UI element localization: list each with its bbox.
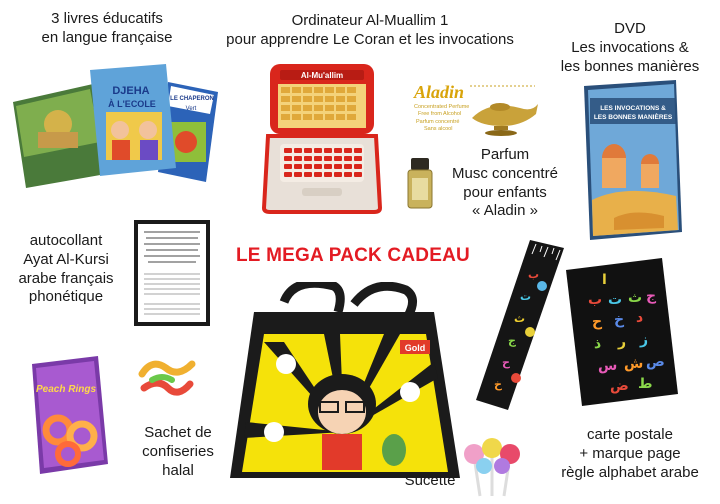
candy-caption (126, 424, 230, 480)
ruler-bookmark-image (472, 240, 572, 412)
dvd-caption-line2: Les invocations & (571, 38, 689, 56)
svg-text:ز: ز (640, 332, 649, 348)
perfume-desc-2: Free from Alcohol (418, 111, 462, 117)
svg-text:ذ: ذ (594, 336, 602, 352)
perfume-caption-line2: Musc concentré (452, 164, 558, 182)
book-2-title-1: DJEHA (112, 85, 150, 97)
sticker-image (134, 220, 210, 326)
dvd-caption-line3: les bonnes manières (560, 57, 700, 75)
postcard-caption-line2: + marque page (579, 444, 681, 462)
gummies-image (138, 354, 196, 400)
postcard-caption (540, 426, 720, 482)
computer-image (262, 62, 382, 214)
perfume-caption-line1: Parfum (480, 146, 530, 163)
postcard-image (562, 258, 680, 406)
svg-text:ش: ش (624, 356, 644, 372)
candy-caption-line2: confiseries (142, 442, 214, 460)
lollipops-image (456, 436, 526, 498)
dvd-caption-line1: DVD (614, 20, 646, 37)
books-caption-line2: en langue française (41, 28, 173, 46)
magic-lamp-icon (472, 103, 538, 136)
svg-text:ب: ب (528, 268, 540, 281)
perfume-logo (410, 78, 540, 140)
computer-caption-line2: pour apprendre Le Coran et les invocations (226, 30, 514, 48)
books-image (8, 62, 223, 190)
svg-text:ج: ج (646, 288, 657, 304)
svg-text:ط: ط (638, 376, 653, 392)
candy-caption-line1: Sachet de (144, 424, 212, 441)
svg-text:ا: ا (602, 272, 607, 288)
dvd-caption (540, 20, 720, 76)
candy-caption-line3: halal (162, 461, 194, 479)
svg-text:ص: ص (646, 354, 665, 370)
dvd-cover (584, 80, 682, 240)
sticker-caption (0, 232, 132, 307)
books-caption (2, 10, 212, 48)
svg-text:خ: خ (614, 312, 625, 328)
svg-text:ث: ث (628, 290, 643, 306)
computer-brand: Al-Mu'allim (300, 71, 344, 80)
svg-text:ب: ب (588, 292, 603, 308)
svg-text:د: د (636, 310, 644, 326)
perfume-desc-4: Sans alcool (424, 126, 453, 132)
perfume-desc-1: Concentrated Perfume (414, 104, 470, 110)
book-2-title-2: À L'ECOLE (108, 99, 156, 109)
postcard-caption-line3: règle alphabet arabe (561, 463, 699, 481)
svg-text:ج: ج (508, 334, 516, 347)
computer-caption-line1: Ordinateur Al-Muallim 1 (291, 12, 449, 29)
sticker-caption-line1: autocollant (29, 232, 103, 249)
pack-title: LE MEGA PACK CADEAU (236, 245, 470, 266)
svg-text:ح: ح (502, 356, 510, 369)
book-2 (90, 64, 176, 176)
perfume-caption (430, 146, 580, 221)
svg-text:خ: خ (494, 378, 502, 391)
svg-text:ض: ض (610, 378, 629, 394)
bag-tag-text: Gold (404, 343, 426, 353)
book-3-title-1: LE CHAPERON (170, 96, 214, 102)
svg-text:ر: ر (618, 334, 627, 350)
computer-caption (195, 12, 545, 50)
dvd-cover-title-1: LES INVOCATIONS & (600, 105, 666, 112)
book-3-title-2: Vert (185, 106, 197, 112)
sticker-caption-line3: arabe français (18, 269, 114, 287)
candy-bag-brand: Peach Rings (35, 384, 97, 395)
postcard-caption-line1: carte postale (587, 426, 673, 443)
sticker-caption-line2: Ayat Al-Kursi (23, 250, 109, 268)
sticker-caption-line4: phonétique (28, 288, 104, 306)
gift-bag-image (224, 282, 464, 482)
svg-text:س: س (598, 358, 618, 374)
books-caption-line1: 3 livres éducatifs (51, 10, 163, 27)
svg-text:ت: ت (520, 290, 532, 303)
lollipop-caption: Sucette (404, 472, 456, 489)
perfume-caption-line4: « Aladin » (472, 202, 538, 220)
perfume-caption-line3: pour enfants (463, 183, 547, 201)
bag-tag (400, 340, 430, 354)
candy-bag-image (30, 356, 110, 474)
dvd-cover-title-2: LES BONNES MANIÈRES (593, 114, 673, 121)
svg-text:ث: ث (514, 312, 526, 325)
svg-text:ح: ح (592, 314, 603, 330)
perfume-desc-3: Parfum concentré (416, 119, 460, 125)
book-1 (13, 84, 106, 188)
perfume-brand: Aladin (414, 82, 465, 102)
svg-text:ت: ت (608, 292, 623, 308)
